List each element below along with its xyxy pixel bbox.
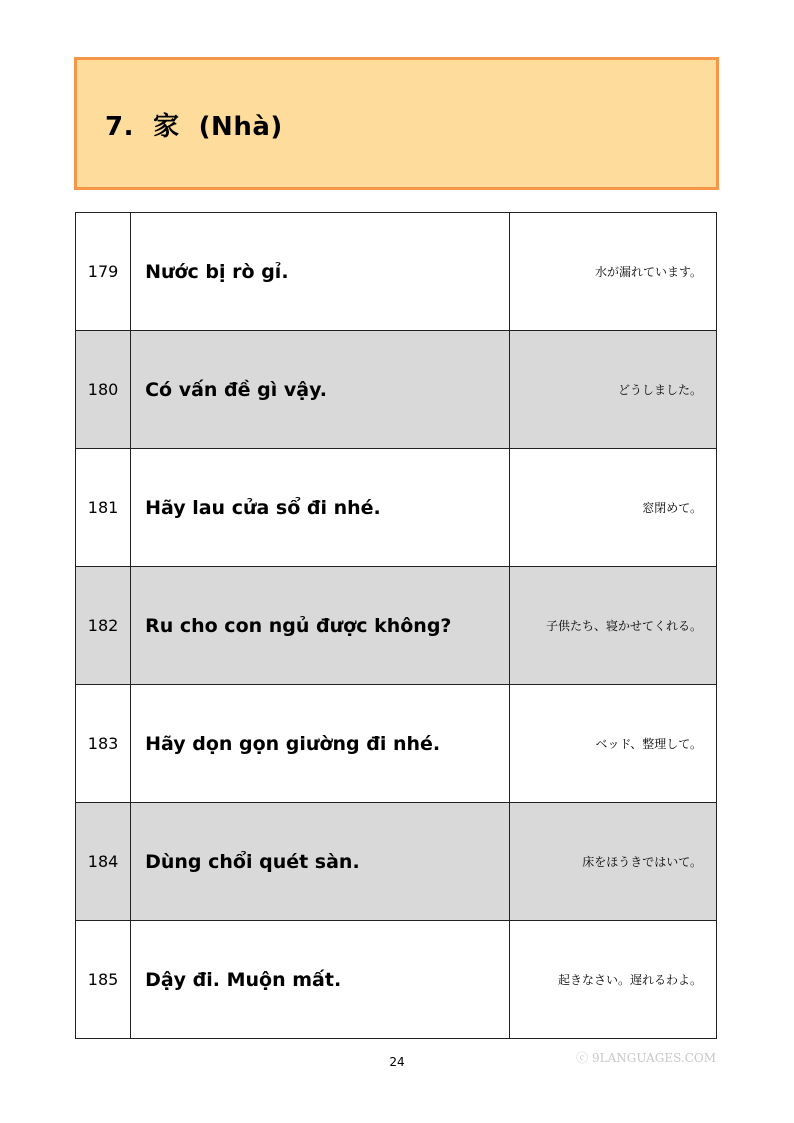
table-row xyxy=(76,803,717,921)
page-number: 24 xyxy=(389,1055,405,1069)
phrase-number: 180 xyxy=(76,331,131,449)
table-row xyxy=(76,213,717,331)
vietnamese-phrase: Hãy lau cửa sổ đi nhé. xyxy=(131,449,510,567)
copyright-watermark: ⓒ 9LANGUAGES.COM xyxy=(576,1051,716,1065)
table-row xyxy=(76,567,717,685)
vietnamese-phrase: Dùng chổi quét sàn. xyxy=(131,803,510,921)
japanese-phrase: 水が漏れています。 xyxy=(509,213,716,331)
japanese-phrase: 床をほうきではいて。 xyxy=(509,803,716,921)
section-title: 7. 家 (Nhà) xyxy=(105,112,283,142)
phrase-number: 182 xyxy=(76,567,131,685)
table-row xyxy=(76,449,717,567)
table-row xyxy=(76,921,717,1039)
vietnamese-phrase: Dậy đi. Muộn mất. xyxy=(131,921,510,1039)
table-row xyxy=(76,685,717,803)
japanese-phrase: ベッド、整理して。 xyxy=(509,685,716,803)
phrase-table xyxy=(75,212,717,1039)
section-header xyxy=(74,57,719,190)
phrase-number: 183 xyxy=(76,685,131,803)
phrase-number: 184 xyxy=(76,803,131,921)
japanese-phrase: 起きなさい。遅れるわよ。 xyxy=(509,921,716,1039)
phrase-number: 185 xyxy=(76,921,131,1039)
vietnamese-phrase: Có vấn đề gì vậy. xyxy=(131,331,510,449)
table-row xyxy=(76,331,717,449)
phrase-number: 179 xyxy=(76,213,131,331)
vietnamese-phrase: Nước bị rò gỉ. xyxy=(131,213,510,331)
japanese-phrase: 子供たち、寝かせてくれる。 xyxy=(509,567,716,685)
japanese-phrase: どうしました。 xyxy=(509,331,716,449)
vietnamese-phrase: Ru cho con ngủ được không? xyxy=(131,567,510,685)
vietnamese-phrase: Hãy dọn gọn giường đi nhé. xyxy=(131,685,510,803)
japanese-phrase: 窓閉めて。 xyxy=(509,449,716,567)
phrase-number: 181 xyxy=(76,449,131,567)
